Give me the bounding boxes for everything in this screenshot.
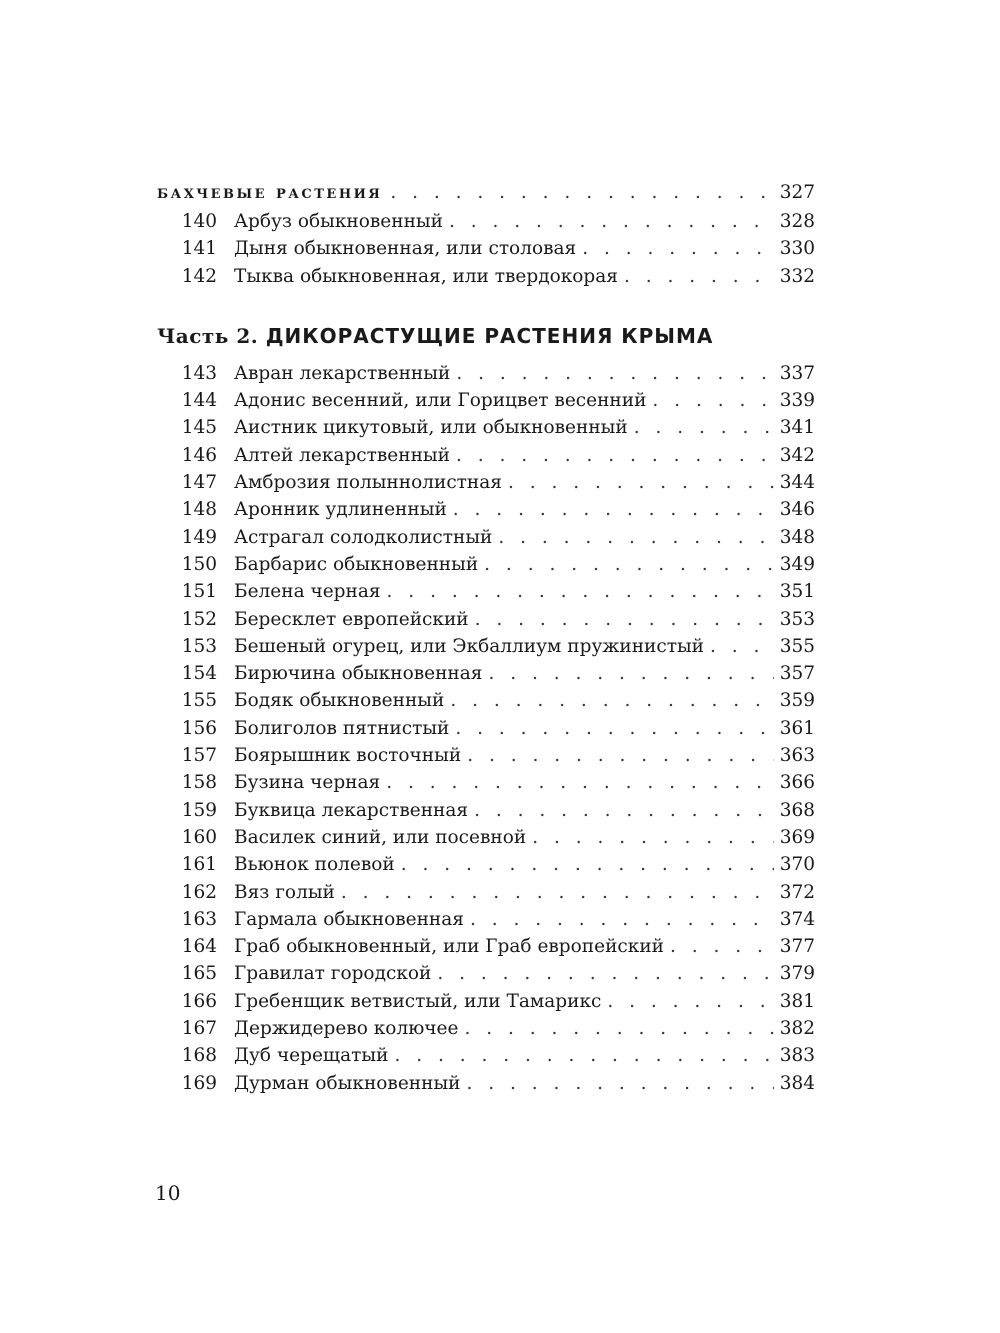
dot-leader [341,879,774,906]
toc-entry[interactable] [157,879,815,906]
entry-number: 150 [181,553,217,575]
section-items [157,208,815,290]
entry-page: 353 [779,608,815,630]
toc-entry[interactable] [157,235,815,262]
dot-leader [437,960,773,987]
toc-entry[interactable] [157,633,815,660]
entry-title: Бодяк обыкновенный [234,690,445,712]
entry-title: Алтей лекарственный [234,444,450,466]
entry-number: 140 [181,211,217,232]
entry-title: Бересклет европейский [234,608,469,630]
entry-title: Аистник цикутовый, или обыкновенный [234,417,628,439]
entry-title: Граб обыкновенный, или Граб европейский [234,936,664,958]
dot-leader [508,469,774,496]
entry-title: Тыква обыкновенная, или твердокорая [234,265,618,287]
entry-page: 332 [779,265,815,287]
dot-leader [652,387,773,414]
entry-page: 337 [779,362,815,384]
toc-entry[interactable] [157,414,815,441]
entry-page: 330 [779,238,815,260]
toc-entry[interactable] [157,988,815,1015]
dot-leader [467,1070,774,1097]
entry-title: Гребенщик ветвистый, или Тамарикс [234,990,602,1012]
entry-number: 144 [181,390,217,412]
entry-title: Бузина черная [234,772,381,794]
dot-leader [390,178,771,208]
entry-title: Астрагал солодколистный [234,526,493,548]
entry-number: 147 [181,472,217,494]
dot-leader [474,797,774,824]
toc-entry[interactable] [157,687,815,714]
dot-leader [401,851,774,878]
dot-leader [467,742,774,769]
toc-entry[interactable] [157,1015,815,1042]
toc-entry[interactable] [157,715,815,742]
entry-number: 155 [181,690,217,712]
entry-page: 351 [779,581,815,603]
entry-number: 158 [181,772,217,794]
toc-entry[interactable] [157,496,815,523]
entry-page: 377 [779,936,815,958]
entry-page: 342 [779,444,815,466]
entry-number: 152 [181,608,217,630]
entry-title: Держидерево колючее [234,1018,459,1040]
toc-entry[interactable] [157,263,815,290]
dot-leader [470,906,774,933]
entry-number: 149 [181,526,217,548]
entry-page: 370 [779,854,815,876]
entry-page: 328 [779,211,815,232]
entry-number: 145 [181,417,217,439]
entry-number: 165 [181,963,217,985]
entry-title: Арбуз обыкновенный [234,211,443,232]
toc-entry[interactable] [157,742,815,769]
entry-title: Адонис весенний, или Горицвет весенний [234,390,647,412]
entry-title: Гравилат городской [234,963,432,985]
entry-page: 383 [779,1045,815,1067]
part-name: ДИКОРАСТУЩИЕ РАСТЕНИЯ КРЫМА [265,323,714,348]
entry-number: 151 [181,581,217,603]
entry-number: 143 [181,362,217,384]
entry-number: 163 [181,908,217,930]
entry-page: 341 [779,417,815,439]
dot-leader [670,933,774,960]
dot-leader [484,551,774,578]
entry-page: 368 [779,799,815,821]
section-title: бахчевые растения [157,182,383,203]
part-heading[interactable] [157,320,815,352]
toc-entry[interactable] [157,960,815,987]
entry-title: Бирючина обыкновенная [234,663,483,685]
entry-number: 161 [181,854,217,876]
dot-leader [456,360,773,387]
toc-entry[interactable] [157,797,815,824]
dot-leader [607,988,773,1015]
entry-page: 346 [779,499,815,521]
entry-page: 355 [779,635,815,657]
dot-leader [582,235,773,262]
toc-entry[interactable] [157,851,815,878]
dot-leader [532,824,773,851]
section-heading-melons[interactable] [157,178,815,208]
toc-entry[interactable] [157,906,815,933]
entry-page: 379 [779,963,815,985]
entry-title: Амброзия полыннолистная [234,472,502,494]
dot-leader [624,263,774,290]
dot-leader [453,496,774,523]
entry-title: Василек синий, или посевной [234,826,527,848]
part-items [157,360,815,1097]
entry-title: Бешеный огурец, или Экбаллиум пружинистый [234,635,705,657]
toc-entry[interactable] [157,524,815,551]
entry-page: 384 [779,1072,815,1094]
page-number: 10 [155,1181,181,1205]
toc-entry[interactable] [157,578,815,605]
entry-title: Вьюнок полевой [234,854,395,876]
entry-title: Дыня обыкновенная, или столовая [234,238,577,260]
entry-page: 369 [779,826,815,848]
part-prefix: Часть 2. [157,323,259,348]
entry-title: Авран лекарственный [234,362,451,384]
entry-title: Дуб черещатый [234,1045,389,1067]
entry-number: 146 [181,444,217,466]
entry-number: 154 [181,663,217,685]
toc-entry[interactable] [157,551,815,578]
entry-number: 160 [181,826,217,848]
entry-number: 142 [181,265,217,287]
table-of-contents [157,178,815,1097]
entry-page: 348 [779,526,815,548]
entry-number: 167 [181,1018,217,1040]
entry-page: 363 [779,745,815,767]
entry-page: 339 [779,390,815,412]
entry-number: 169 [181,1072,217,1094]
entry-title: Буквица лекарственная [234,799,469,821]
toc-entry[interactable] [157,933,815,960]
entry-page: 374 [779,908,815,930]
entry-title: Вяз голый [234,881,335,903]
entry-title: Аронник удлиненный [234,499,447,521]
entry-title: Боярышник восточный [234,745,462,767]
entry-number: 153 [181,635,217,657]
entry-number: 164 [181,936,217,958]
toc-entry[interactable] [157,387,815,414]
entry-page: 357 [779,663,815,685]
entry-number: 141 [181,238,217,260]
toc-entry[interactable] [157,824,815,851]
dot-leader [488,660,773,687]
dot-leader [387,578,774,605]
entry-page: 361 [779,717,815,739]
dot-leader [498,524,773,551]
entry-page: 344 [779,472,815,494]
entry-title: Гармала обыкновенная [234,908,464,930]
dot-leader [634,414,774,441]
dot-leader [450,687,773,714]
dot-leader [710,633,774,660]
dot-leader [475,606,774,633]
toc-entry[interactable] [157,606,815,633]
entry-page: 359 [779,690,815,712]
toc-entry[interactable] [157,469,815,496]
toc-entry[interactable] [157,208,815,235]
dot-leader [464,1015,773,1042]
section-page: 327 [779,182,815,203]
dot-leader [386,769,773,796]
dot-leader [455,715,773,742]
entry-title: Болиголов пятнистый [234,717,450,739]
entry-title: Дурман обыкновенный [234,1072,461,1094]
toc-entry[interactable] [157,660,815,687]
entry-number: 168 [181,1045,217,1067]
dot-leader [394,1042,773,1069]
entry-page: 382 [779,1018,815,1040]
entry-number: 162 [181,881,217,903]
entry-number: 156 [181,717,217,739]
entry-page: 349 [779,553,815,575]
entry-title: Барбарис обыкновенный [234,553,479,575]
entry-page: 381 [779,990,815,1012]
toc-entry[interactable] [157,1042,815,1069]
dot-leader [456,442,774,469]
entry-page: 372 [779,881,815,903]
entry-page: 366 [779,772,815,794]
toc-entry[interactable] [157,360,815,387]
entry-title: Белена черная [234,581,381,603]
dot-leader [449,208,774,235]
toc-entry[interactable] [157,1070,815,1097]
toc-entry[interactable] [157,769,815,796]
entry-number: 159 [181,799,217,821]
entry-number: 166 [181,990,217,1012]
toc-entry[interactable] [157,442,815,469]
entry-number: 148 [181,499,217,521]
entry-number: 157 [181,745,217,767]
